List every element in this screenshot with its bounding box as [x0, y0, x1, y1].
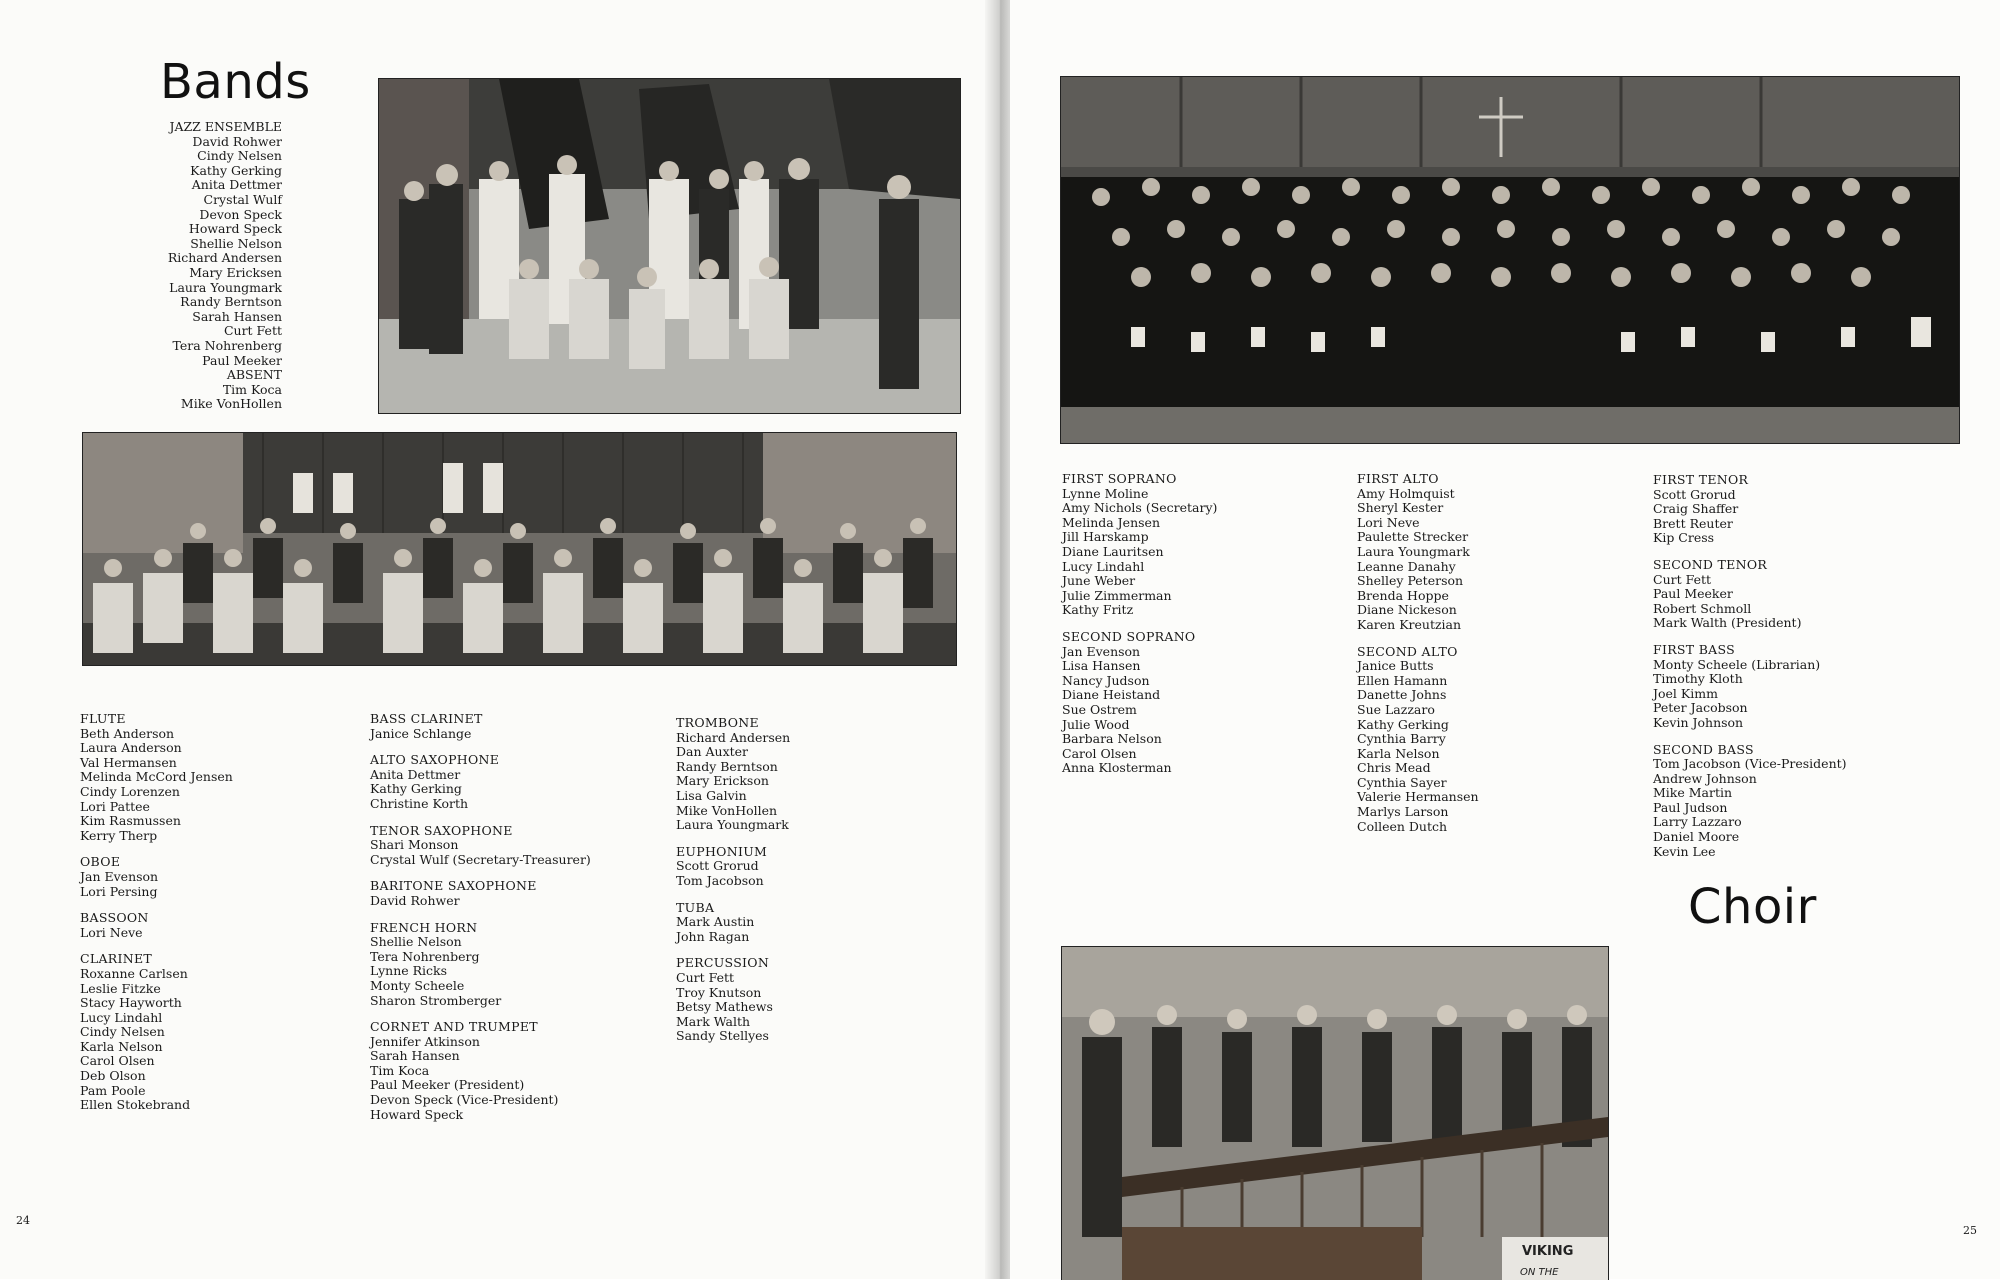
member-name: Mike VonHollen	[676, 802, 778, 818]
member-name: Sandy Stellyes	[676, 1028, 769, 1044]
bands-section	[676, 901, 790, 945]
section-heading: TENOR SAXOPHONE	[370, 822, 513, 838]
choir-section	[1357, 472, 1479, 633]
member-name: Devon Speck (Vice-President)	[370, 1092, 559, 1108]
member-name: Paul Meeker (President)	[370, 1077, 525, 1093]
choir-section	[1653, 558, 1847, 631]
page-number-left: 24	[16, 1214, 30, 1227]
choir-column-1	[1062, 472, 1217, 788]
member-name: Leslie Fitzke	[80, 980, 161, 996]
member-name: Larry Lazzaro	[1653, 814, 1742, 830]
member-name: Mark Walth (President)	[1653, 615, 1802, 631]
section-heading: CLARINET	[80, 951, 153, 967]
jazz-member-name: Richard Andersen	[167, 250, 282, 266]
member-name: Brenda Hoppe	[1357, 587, 1449, 603]
section-heading: ALTO SAXOPHONE	[370, 752, 500, 768]
member-name: June Weber	[1062, 573, 1136, 589]
member-name: Shellie Nelson	[370, 934, 462, 950]
section-heading: OBOE	[80, 854, 121, 870]
jazz-member-name: Mary Ericksen	[189, 264, 282, 280]
member-name: Lisa Hansen	[1062, 658, 1141, 674]
member-name: Mike Martin	[1653, 785, 1733, 801]
member-name: Ellen Stokebrand	[80, 1097, 191, 1113]
jazz-member-name: Tera Nohrenberg	[172, 337, 282, 353]
absent-member-name: Tim Koca	[222, 381, 282, 397]
member-name: Shari Monson	[370, 837, 459, 853]
section-heading: FIRST BASS	[1653, 641, 1736, 657]
member-name: David Rohwer	[370, 892, 460, 908]
member-name: Troy Knutson	[676, 984, 762, 1000]
member-name: Lori Persing	[80, 883, 158, 899]
member-name: John Ragan	[676, 928, 750, 944]
member-name: Barbara Nelson	[1062, 731, 1162, 747]
choir-rehearsal-photo	[1061, 946, 1609, 1280]
absent-heading: ABSENT	[226, 367, 282, 383]
member-name: Mark Walth	[676, 1013, 751, 1029]
section-heading: EUPHONIUM	[676, 843, 768, 859]
bands-column-1	[80, 712, 233, 1125]
jazz-member-name: Howard Speck	[188, 221, 282, 237]
member-name: Laura Youngmark	[1357, 543, 1470, 559]
bands-title: Bands	[160, 54, 311, 110]
member-name: Lori Pattee	[80, 798, 150, 814]
member-name: Lynne Ricks	[370, 963, 448, 979]
choir-column-2	[1357, 472, 1479, 846]
member-name: Karen Kreutzian	[1357, 616, 1462, 632]
member-name: Jennifer Atkinson	[370, 1033, 480, 1049]
member-name: Diane Heistand	[1062, 687, 1161, 703]
member-name: Sarah Hansen	[370, 1048, 460, 1064]
member-name: Tom Jacobson	[676, 872, 764, 888]
bands-section	[370, 921, 591, 1009]
section-heading: TUBA	[676, 899, 715, 915]
jazz-member-name: Laura Youngmark	[169, 279, 282, 295]
section-heading: SECOND BASS	[1653, 741, 1754, 757]
bands-column-2	[370, 712, 591, 1134]
right-page	[1010, 0, 2000, 1279]
bands-section	[676, 845, 790, 889]
jazz-member-name: Anita Dettmer	[191, 177, 282, 193]
member-name: Colleen Dutch	[1357, 818, 1448, 834]
absent-members	[150, 383, 282, 412]
member-name: Dan Auxter	[676, 744, 749, 760]
jazz-member-name: Kathy Gerking	[190, 162, 282, 178]
member-name: Diane Nickeson	[1357, 602, 1457, 618]
member-name: Anita Dettmer	[370, 766, 461, 782]
member-name: Cynthia Barry	[1357, 731, 1446, 747]
jazz-member-name: Devon Speck	[199, 206, 282, 222]
member-name: Laura Anderson	[80, 740, 182, 756]
member-name: Melinda Jensen	[1062, 514, 1160, 530]
member-name: Melinda McCord Jensen	[80, 769, 233, 785]
member-name: Cindy Lorenzen	[80, 783, 180, 799]
section-heading: CORNET AND TRUMPET	[370, 1019, 538, 1035]
member-name: Joel Kimm	[1653, 685, 1718, 701]
member-name: Robert Schmoll	[1653, 600, 1752, 616]
bands-section	[370, 824, 591, 868]
member-name: Beth Anderson	[80, 725, 175, 741]
member-name: Richard Andersen	[676, 729, 791, 745]
member-name: Howard Speck	[370, 1106, 464, 1122]
member-name: Jill Harskamp	[1062, 529, 1149, 545]
member-name: Cynthia Sayer	[1357, 774, 1447, 790]
member-name: Karla Nelson	[80, 1038, 163, 1054]
choir-column-3	[1653, 473, 1847, 871]
jazz-member-name: Crystal Wulf	[203, 191, 282, 207]
jazz-member-name: Sarah Hansen	[192, 308, 282, 324]
bands-section	[80, 712, 233, 843]
absent-member-name: Mike VonHollen	[180, 396, 282, 412]
jazz-heading: JAZZ ENSEMBLE	[169, 119, 282, 134]
concert-band-photo	[82, 432, 957, 666]
section-heading: BASSOON	[80, 910, 149, 926]
member-name: Julie Wood	[1062, 716, 1130, 732]
jazz-ensemble-photo	[378, 78, 961, 414]
member-name: Monty Scheele	[370, 977, 465, 993]
choir-section	[1062, 630, 1217, 776]
member-name: Randy Berntson	[676, 758, 778, 774]
member-name: Sue Lazzaro	[1357, 701, 1435, 717]
section-heading: BARITONE SAXOPHONE	[370, 878, 537, 894]
member-name: Lisa Galvin	[676, 787, 747, 803]
member-name: Mary Erickson	[676, 773, 769, 789]
bands-section	[370, 753, 591, 811]
member-name: Tom Jacobson (Vice-President)	[1653, 756, 1847, 772]
choir-section	[1653, 643, 1847, 731]
member-name: Ellen Hamann	[1357, 672, 1448, 688]
member-name: Deb Olson	[80, 1068, 146, 1084]
member-name: Peter Jacobson	[1653, 700, 1748, 716]
member-name: Janice Butts	[1357, 658, 1434, 674]
member-name: Janice Schlange	[370, 725, 472, 741]
member-name: Sharon Stromberger	[370, 992, 502, 1008]
member-name: Val Hermansen	[80, 754, 177, 770]
section-heading: BASS CLARINET	[370, 711, 483, 726]
member-name: Jan Evenson	[1062, 643, 1141, 659]
member-name: Curt Fett	[676, 969, 735, 985]
section-heading: FIRST SOPRANO	[1062, 471, 1177, 486]
section-heading: TROMBONE	[676, 715, 759, 730]
choir-section	[1062, 472, 1217, 618]
member-name: Laura Youngmark	[676, 817, 789, 833]
member-name: Kevin Lee	[1653, 843, 1716, 859]
member-name: Marlys Larson	[1357, 804, 1449, 820]
bands-section	[80, 911, 233, 940]
section-heading: FLUTE	[80, 711, 126, 726]
member-name: Mark Austin	[676, 914, 755, 930]
choir-section	[1653, 473, 1847, 546]
member-name: Valerie Hermansen	[1357, 789, 1479, 805]
member-name: Lori Neve	[80, 924, 143, 940]
member-name: Roxanne Carlsen	[80, 965, 188, 981]
member-name: Lori Neve	[1357, 514, 1420, 530]
member-name: Daniel Moore	[1653, 829, 1740, 845]
page-number-right: 25	[1963, 1224, 1977, 1237]
member-name: Stacy Hayworth	[80, 995, 182, 1011]
section-heading: SECOND TENOR	[1653, 556, 1768, 572]
member-name: Tera Nohrenberg	[370, 948, 480, 964]
member-name: Carol Olsen	[1062, 745, 1137, 761]
bands-section	[676, 716, 790, 833]
member-name: Amy Nichols (Secretary)	[1062, 500, 1218, 516]
member-name: Kim Rasmussen	[80, 813, 181, 829]
section-heading: FIRST ALTO	[1357, 471, 1439, 486]
jazz-member-name: Shellie Nelson	[190, 235, 282, 251]
section-heading: SECOND SOPRANO	[1062, 628, 1196, 644]
member-name: Nancy Judson	[1062, 672, 1150, 688]
jazz-members	[150, 135, 282, 369]
member-name: Carol Olsen	[80, 1053, 155, 1069]
jazz-member-name: Curt Fett	[223, 323, 282, 339]
member-name: Sheryl Kester	[1357, 500, 1444, 516]
jazz-member-name: David Rohwer	[192, 133, 282, 149]
member-name: Lucy Lindahl	[1062, 558, 1145, 574]
section-heading: FRENCH HORN	[370, 919, 478, 935]
bands-section	[676, 956, 790, 1044]
member-name: Kathy Gerking	[370, 781, 462, 797]
member-name: Christine Korth	[370, 795, 469, 811]
bands-section	[370, 712, 591, 741]
member-name: Lucy Lindahl	[80, 1009, 163, 1025]
jazz-ensemble-caption	[150, 120, 282, 412]
section-heading: SECOND ALTO	[1357, 643, 1458, 659]
member-name: Kip Cress	[1653, 530, 1715, 546]
member-name: Craig Shaffer	[1653, 501, 1739, 517]
banner-text: ON THE	[1520, 1267, 1559, 1278]
member-name: Amy Holmquist	[1357, 485, 1455, 501]
viking-sign-text: VIKING	[1522, 1244, 1574, 1259]
bands-column-3	[676, 716, 790, 1056]
member-name: Danette Johns	[1357, 687, 1447, 703]
member-name: Leanne Danahy	[1357, 558, 1456, 574]
bands-section	[370, 879, 591, 908]
member-name: Diane Lauritsen	[1062, 543, 1164, 559]
member-name: Kathy Gerking	[1357, 716, 1449, 732]
choir-title: Choir	[1688, 879, 1817, 935]
bands-section	[80, 952, 233, 1113]
left-page	[0, 0, 990, 1279]
bands-section	[370, 1020, 591, 1122]
bands-section	[80, 855, 233, 899]
member-name: Pam Poole	[80, 1082, 146, 1098]
section-heading: FIRST TENOR	[1653, 472, 1749, 487]
jazz-member-name: Paul Meeker	[202, 352, 282, 368]
member-name: Cindy Nelsen	[80, 1024, 165, 1040]
choir-section	[1357, 645, 1479, 835]
member-name: Kathy Fritz	[1062, 602, 1134, 618]
member-name: Karla Nelson	[1357, 745, 1440, 761]
member-name: Paul Judson	[1653, 799, 1728, 815]
member-name: Lynne Moline	[1062, 485, 1149, 501]
choir-section	[1653, 743, 1847, 860]
member-name: Jan Evenson	[80, 868, 159, 884]
choir-group-photo	[1060, 76, 1960, 444]
member-name: Monty Scheele (Librarian)	[1653, 656, 1821, 672]
member-name: Brett Reuter	[1653, 515, 1733, 531]
member-name: Kerry Therp	[80, 827, 158, 843]
member-name: Julie Zimmerman	[1062, 587, 1172, 603]
member-name: Scott Grorud	[1653, 486, 1736, 502]
member-name: Crystal Wulf (Secretary-Treasurer)	[370, 851, 591, 867]
member-name: Timothy Kloth	[1653, 671, 1743, 687]
member-name: Sue Ostrem	[1062, 701, 1137, 717]
jazz-member-name: Cindy Nelsen	[197, 148, 282, 164]
member-name: Scott Grorud	[676, 858, 759, 874]
member-name: Shelley Peterson	[1357, 573, 1464, 589]
section-heading: PERCUSSION	[676, 955, 770, 971]
jazz-member-name: Randy Berntson	[180, 294, 282, 310]
member-name: Tim Koca	[370, 1062, 430, 1078]
member-name: Paulette Strecker	[1357, 529, 1469, 545]
member-name: Andrew Johnson	[1653, 770, 1757, 786]
member-name: Curt Fett	[1653, 571, 1712, 587]
member-name: Anna Klosterman	[1062, 760, 1172, 776]
member-name: Paul Meeker	[1653, 586, 1733, 602]
member-name: Kevin Johnson	[1653, 714, 1744, 730]
member-name: Chris Mead	[1357, 760, 1431, 776]
member-name: Betsy Mathews	[676, 999, 773, 1015]
